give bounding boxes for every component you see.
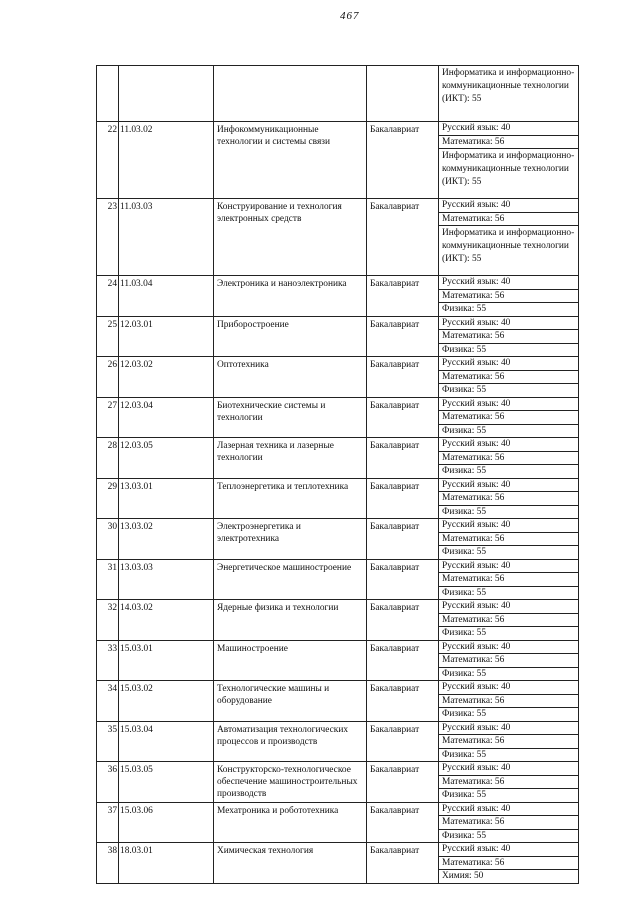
exam-item: Физика: 55: [442, 830, 487, 841]
table-row: [97, 721, 579, 762]
table-row: [97, 600, 579, 641]
row-number: 29: [97, 478, 119, 519]
exam-item: Физика: 55: [442, 385, 487, 395]
program-code: 12.03.01: [119, 316, 214, 357]
exam-item: Информатика и информационно-коммуникационные технологии (ИКТ): 55: [442, 151, 575, 187]
education-level: Бакалавриат: [367, 762, 439, 803]
exam-item: Математика: 56: [439, 492, 578, 506]
row-number: 36: [97, 762, 119, 803]
exam-item: Русский язык: 40: [439, 519, 578, 533]
exam-requirements: [439, 478, 579, 519]
table-row: [97, 438, 579, 479]
program-code: 12.03.04: [119, 397, 214, 438]
row-number: 32: [97, 600, 119, 641]
education-level: Бакалавриат: [367, 397, 439, 438]
exam-item: Русский язык: 40: [439, 276, 578, 290]
admission-table: [96, 65, 579, 884]
table-row: [97, 559, 579, 600]
row-number: [97, 66, 119, 122]
exam-requirements: [439, 519, 579, 560]
row-number: 25: [97, 316, 119, 357]
program-code: 18.03.01: [119, 843, 214, 884]
program-name: Конструкторско-технологическое обеспечение машиностроительных производств: [214, 762, 367, 803]
exam-item: Физика: 55: [442, 709, 487, 719]
exam-requirements: [439, 681, 579, 722]
education-level: Бакалавриат: [367, 316, 439, 357]
exam-requirements: [439, 276, 579, 317]
exam-item: Русский язык: 40: [439, 199, 578, 213]
education-level: Бакалавриат: [367, 600, 439, 641]
program-name: Электроника и наноэлектроника: [214, 276, 367, 317]
education-level: Бакалавриат: [367, 199, 439, 276]
table-row: [97, 802, 579, 843]
program-name: Ядерные физика и технологии: [214, 600, 367, 641]
exam-item: Русский язык: 40: [439, 398, 578, 412]
program-code: 15.03.06: [119, 802, 214, 843]
education-level: Бакалавриат: [367, 478, 439, 519]
row-number: 27: [97, 397, 119, 438]
exam-item: Физика: 55: [442, 547, 487, 557]
exam-item: Математика: 56: [439, 573, 578, 587]
exam-item: Физика: 55: [442, 749, 487, 760]
education-level: Бакалавриат: [367, 122, 439, 199]
page-number: 467: [340, 10, 360, 22]
program-name: Приборостроение: [214, 316, 367, 357]
education-level: Бакалавриат: [367, 721, 439, 762]
exam-item: Русский язык: 40: [439, 600, 578, 614]
exam-requirements: [439, 357, 579, 398]
exam-item: Физика: 55: [442, 587, 487, 598]
table-row: [97, 843, 579, 884]
exam-requirements: [439, 640, 579, 681]
row-number: 35: [97, 721, 119, 762]
table-row: [97, 519, 579, 560]
exam-item: Физика: 55: [442, 344, 487, 355]
exam-item: Математика: 56: [439, 411, 578, 425]
program-code: [119, 66, 214, 122]
exam-item: Математика: 56: [439, 371, 578, 385]
row-number: 34: [97, 681, 119, 722]
exam-item: Математика: 56: [439, 213, 578, 227]
program-name: Биотехнические системы и технологии: [214, 397, 367, 438]
education-level: Бакалавриат: [367, 802, 439, 843]
education-level: Бакалавриат: [367, 843, 439, 884]
exam-item: Русский язык: 40: [439, 803, 578, 817]
exam-requirements: [439, 122, 579, 199]
program-name: Электроэнергетика и электротехника: [214, 519, 367, 560]
exam-item: Химия: 50: [442, 871, 484, 881]
exam-requirements: [439, 762, 579, 803]
exam-item: Математика: 56: [439, 857, 578, 871]
exam-item: Информатика и информационно-коммуникационные технологии (ИКТ): 55: [442, 68, 575, 104]
program-name: Мехатроника и робототехника: [214, 802, 367, 843]
row-number: 38: [97, 843, 119, 884]
program-name: Машиностроение: [214, 640, 367, 681]
table-row: [97, 681, 579, 722]
program-code: 13.03.01: [119, 478, 214, 519]
program-name: [214, 66, 367, 122]
program-name: Технологические машины и оборудование: [214, 681, 367, 722]
table-row: [97, 762, 579, 803]
program-name: Энергетическое машиностроение: [214, 559, 367, 600]
table-row: [97, 397, 579, 438]
table-row: [97, 199, 579, 276]
exam-item: Физика: 55: [442, 790, 487, 800]
program-code: 13.03.03: [119, 559, 214, 600]
program-code: 15.03.04: [119, 721, 214, 762]
exam-item: Математика: 56: [439, 290, 578, 304]
program-code: 11.03.03: [119, 199, 214, 276]
row-number: 30: [97, 519, 119, 560]
exam-requirements: [439, 802, 579, 843]
table-row: [97, 276, 579, 317]
program-name: Инфокоммуникационные технологии и системы связи: [214, 122, 367, 199]
exam-item: Русский язык: 40: [439, 357, 578, 371]
exam-requirements: [439, 66, 579, 122]
program-code: 11.03.02: [119, 122, 214, 199]
exam-item: Информатика и информационно-коммуникационные технологии (ИКТ): 55: [442, 228, 575, 264]
exam-item: Математика: 56: [439, 452, 578, 466]
exam-requirements: [439, 843, 579, 884]
table-row: [97, 66, 579, 122]
program-code: 12.03.05: [119, 438, 214, 479]
education-level: Бакалавриат: [367, 357, 439, 398]
exam-item: Физика: 55: [442, 668, 487, 679]
row-number: 23: [97, 199, 119, 276]
row-number: 37: [97, 802, 119, 843]
exam-item: Русский язык: 40: [439, 317, 578, 331]
table-row: [97, 122, 579, 199]
education-level: [367, 66, 439, 122]
row-number: 31: [97, 559, 119, 600]
exam-item: Математика: 56: [439, 136, 578, 150]
exam-item: Физика: 55: [442, 304, 487, 314]
program-code: 15.03.05: [119, 762, 214, 803]
program-name: Конструирование и технология электронных средств: [214, 199, 367, 276]
education-level: Бакалавриат: [367, 640, 439, 681]
program-name: Теплоэнергетика и теплотехника: [214, 478, 367, 519]
exam-item: Физика: 55: [442, 628, 487, 638]
exam-requirements: [439, 199, 579, 276]
program-name: Лазерная техника и лазерные технологии: [214, 438, 367, 479]
exam-item: Русский язык: 40: [439, 722, 578, 736]
exam-item: Русский язык: 40: [439, 641, 578, 655]
row-number: 28: [97, 438, 119, 479]
exam-requirements: [439, 559, 579, 600]
exam-item: Математика: 56: [439, 533, 578, 547]
program-code: 15.03.01: [119, 640, 214, 681]
exam-item: Математика: 56: [439, 614, 578, 628]
exam-item: Математика: 56: [439, 735, 578, 749]
exam-item: Математика: 56: [439, 695, 578, 709]
exam-item: Русский язык: 40: [439, 762, 578, 776]
education-level: Бакалавриат: [367, 681, 439, 722]
exam-item: Русский язык: 40: [439, 560, 578, 574]
program-code: 11.03.04: [119, 276, 214, 317]
exam-item: Физика: 55: [442, 425, 487, 436]
exam-item: Русский язык: 40: [439, 681, 578, 695]
program-code: 14.03.02: [119, 600, 214, 641]
program-name: Автоматизация технологических процессов и производств: [214, 721, 367, 762]
exam-item: Русский язык: 40: [439, 843, 578, 857]
exam-item: Математика: 56: [439, 654, 578, 668]
education-level: Бакалавриат: [367, 559, 439, 600]
education-level: Бакалавриат: [367, 276, 439, 317]
program-name: Оптотехника: [214, 357, 367, 398]
exam-requirements: [439, 600, 579, 641]
education-level: Бакалавриат: [367, 438, 439, 479]
exam-requirements: [439, 397, 579, 438]
exam-requirements: [439, 316, 579, 357]
exam-item: Русский язык: 40: [439, 479, 578, 493]
table-row: [97, 478, 579, 519]
exam-item: Математика: 56: [439, 816, 578, 830]
table-row: [97, 316, 579, 357]
program-code: 15.03.02: [119, 681, 214, 722]
table-row: [97, 640, 579, 681]
row-number: 22: [97, 122, 119, 199]
exam-item: Русский язык: 40: [439, 122, 578, 136]
education-level: Бакалавриат: [367, 519, 439, 560]
program-code: 12.03.02: [119, 357, 214, 398]
exam-item: Русский язык: 40: [439, 438, 578, 452]
program-code: 13.03.02: [119, 519, 214, 560]
exam-item: Математика: 56: [439, 330, 578, 344]
exam-item: Математика: 56: [439, 776, 578, 790]
exam-item: Физика: 55: [442, 466, 487, 476]
table-row: [97, 357, 579, 398]
exam-item: Физика: 55: [442, 506, 487, 517]
row-number: 24: [97, 276, 119, 317]
exam-requirements: [439, 721, 579, 762]
program-name: Химическая технология: [214, 843, 367, 884]
row-number: 26: [97, 357, 119, 398]
row-number: 33: [97, 640, 119, 681]
exam-requirements: [439, 438, 579, 479]
